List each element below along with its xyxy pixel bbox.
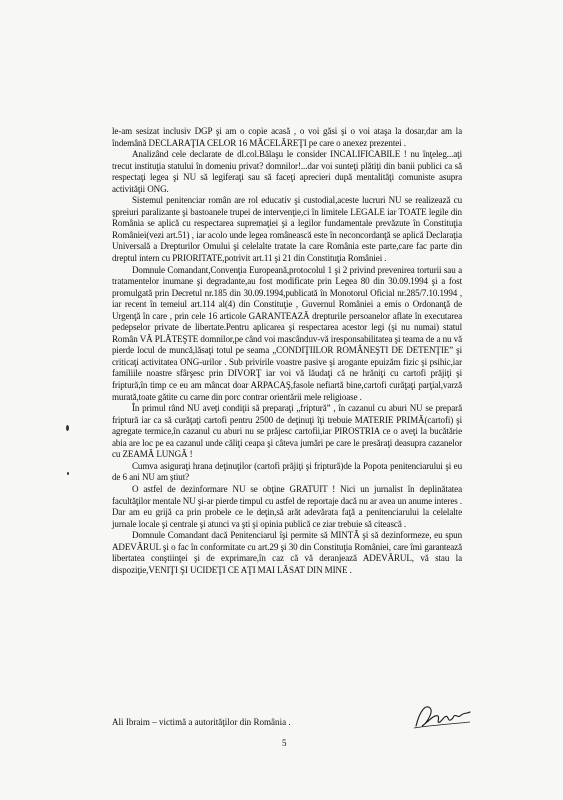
signature-line: Ali Ibraim – victimă a autorităţilor din România . (112, 717, 291, 727)
paragraph-6: Cumva asiguraţi hrana deţinuţilor (cartofi prăjiţi şi friptură)de la Popota penitenciarului şi eu de 6 ani NU am ştiut? (112, 460, 462, 483)
paragraph-7: O astfel de dezinformare NU se obţine GRATUIT ! Nici un jurnalist în deplinătatea facultăţilor mentale NU şi-ar pierde timpul cu astfel de reportaje dacă nu ar avea un anume interes . Dar am eu grijă ca prin probele ce le deţin,să arăt adevărata faţă a penitenciarului la celelalte jurnale locale şi centrale şi atunci va şti şi opinia publică ce ziar trebuie să citească . (112, 483, 462, 529)
paragraph-4: Domnule Comandant,Convenţia Europeană,protocolul 1 şi 2 privind prevenirea torturii sau a tratamentelor inumane şi degradante,au fost modificate prin Legea 80 din 30.09.1994 şi a fost promulgată prin Decretul nr.185 din 30.09.1994,publicată în Monotorul Oficial nr.285/7.10.1994 , iar recent în temeiul art.114 al(4) din Constituţie , Guvernul României a emis o Ordonanţă de Urgenţă în care , prin cele 16 articole GARANTEAZĂ drepturile persoanelor aflate în executarea pedepselor private de libertate.Pentru aplicarea şi respectarea acestor legi (şi nu numai) statul Român VĂ PLĂTEŞTE domnilor,pe când voi mascânduv-vă iresponsabilitatea şi teama de a nu vă pierde locul de muncă,lăsaţi totul pe seama „CONDIŢIILOR ROMÂNEŞTI DE DETENŢIE” şi criticaţi activitatea ONG-urilor . Sub privirile voastre pasive şi arogante epuizăm fizic şi psihic,iar familiile noastre sfârşesc prin DIVORŢ iar voi vă lăudaţi că ne hrăniţi cu cartofi prăjiţi şi friptură,în timp ce eu am mâncat doar ARPACAŞ,fasole nefiartă bine,cartofi curăţaţi parţial,varză murată,toate gătite cu carne din porc contrar orientării mele religioase . (112, 264, 462, 402)
paragraph-8: Domnule Comandant dacă Penitenciarul îşi permite să MINTĂ şi să dezinformeze, eu spun ADEVĂRUL şi o fac în conformitate cu art.29 şi 30 din Constituţia României, care îmi garantează libertatea conştiinţei şi de exprimare,în caz că vă deranjează ADEVĂRUL, vă stau la dispoziţie,VENIŢI ŞI UCIDEŢI CE AŢI MAI LĂSAT DIN MINE . (112, 530, 462, 575)
handwritten-signature (412, 700, 472, 732)
scan-speck (67, 472, 69, 475)
scan-speck (66, 425, 69, 431)
paragraph-3: Sistemul penitenciar român are rol educativ şi custodial,aceste lucruri NU se realizează cu şpreiuri paralizante şi bastoanele trupei de intervenţie,ci în limitele LEGALE iar TOATE legile din România se aplică cu respectarea supremaţiei şi a legilor fundamentale prevăzute în Constituţia României(vezi art.51) , iar acolo unde legea românească este în neconcordanţă se aplică Declaraţia Universală a Drepturilor Omului şi celelalte tratate la care România este parte,care fac parte din dreptul intern cu PRIORITATE,potrivit art.11 şi 21 din Constituţia României . (112, 195, 462, 264)
paragraph-2: Analizând cele declarate de dl.col.Bălaşu le consider INCALIFICABILE ! nu înţeleg...aţi trecut instituţia statului în domeniu privat? domnilor!...dar voi sunteţi plătiţi din banii publici ca să respectaţi legea şi NU să legiferaţi sau să faceţi aprecieri după mentalităţi comuniste asupra activităţii ONG. (112, 149, 462, 194)
document-body (112, 126, 462, 576)
page-number: 5 (282, 738, 287, 748)
paragraph-5: În primul rând NU aveţi condiţii să preparaţi „friptură” , în cazanul cu aburi NU se prepară friptură iar ca să curăţaţi cartofi pentru 2500 de deţinuţi îţi trebuie MATERIE PRIMĂ(cartofi) şi agregate termice,în cazanul cu aburi nu se prăjesc cartofii,iar PIROSTRIA ce o aveţi la bucătărie abia are loc pe ea cazanul unde căliţi ceapa şi câteva jumări pe care le presăraţi deasupra cazanelor cu ZEAMĂ LUNGĂ ! (112, 403, 462, 460)
paragraph-1: le-am sesizat inclusiv DGP şi am o copie acasă , o voi găsi şi o voi ataşa la dosar,dar am la îndemână DECLARAŢIA CELOR 16 MĂCELĂREŢI pe care o anexez prezentei . (112, 126, 462, 148)
